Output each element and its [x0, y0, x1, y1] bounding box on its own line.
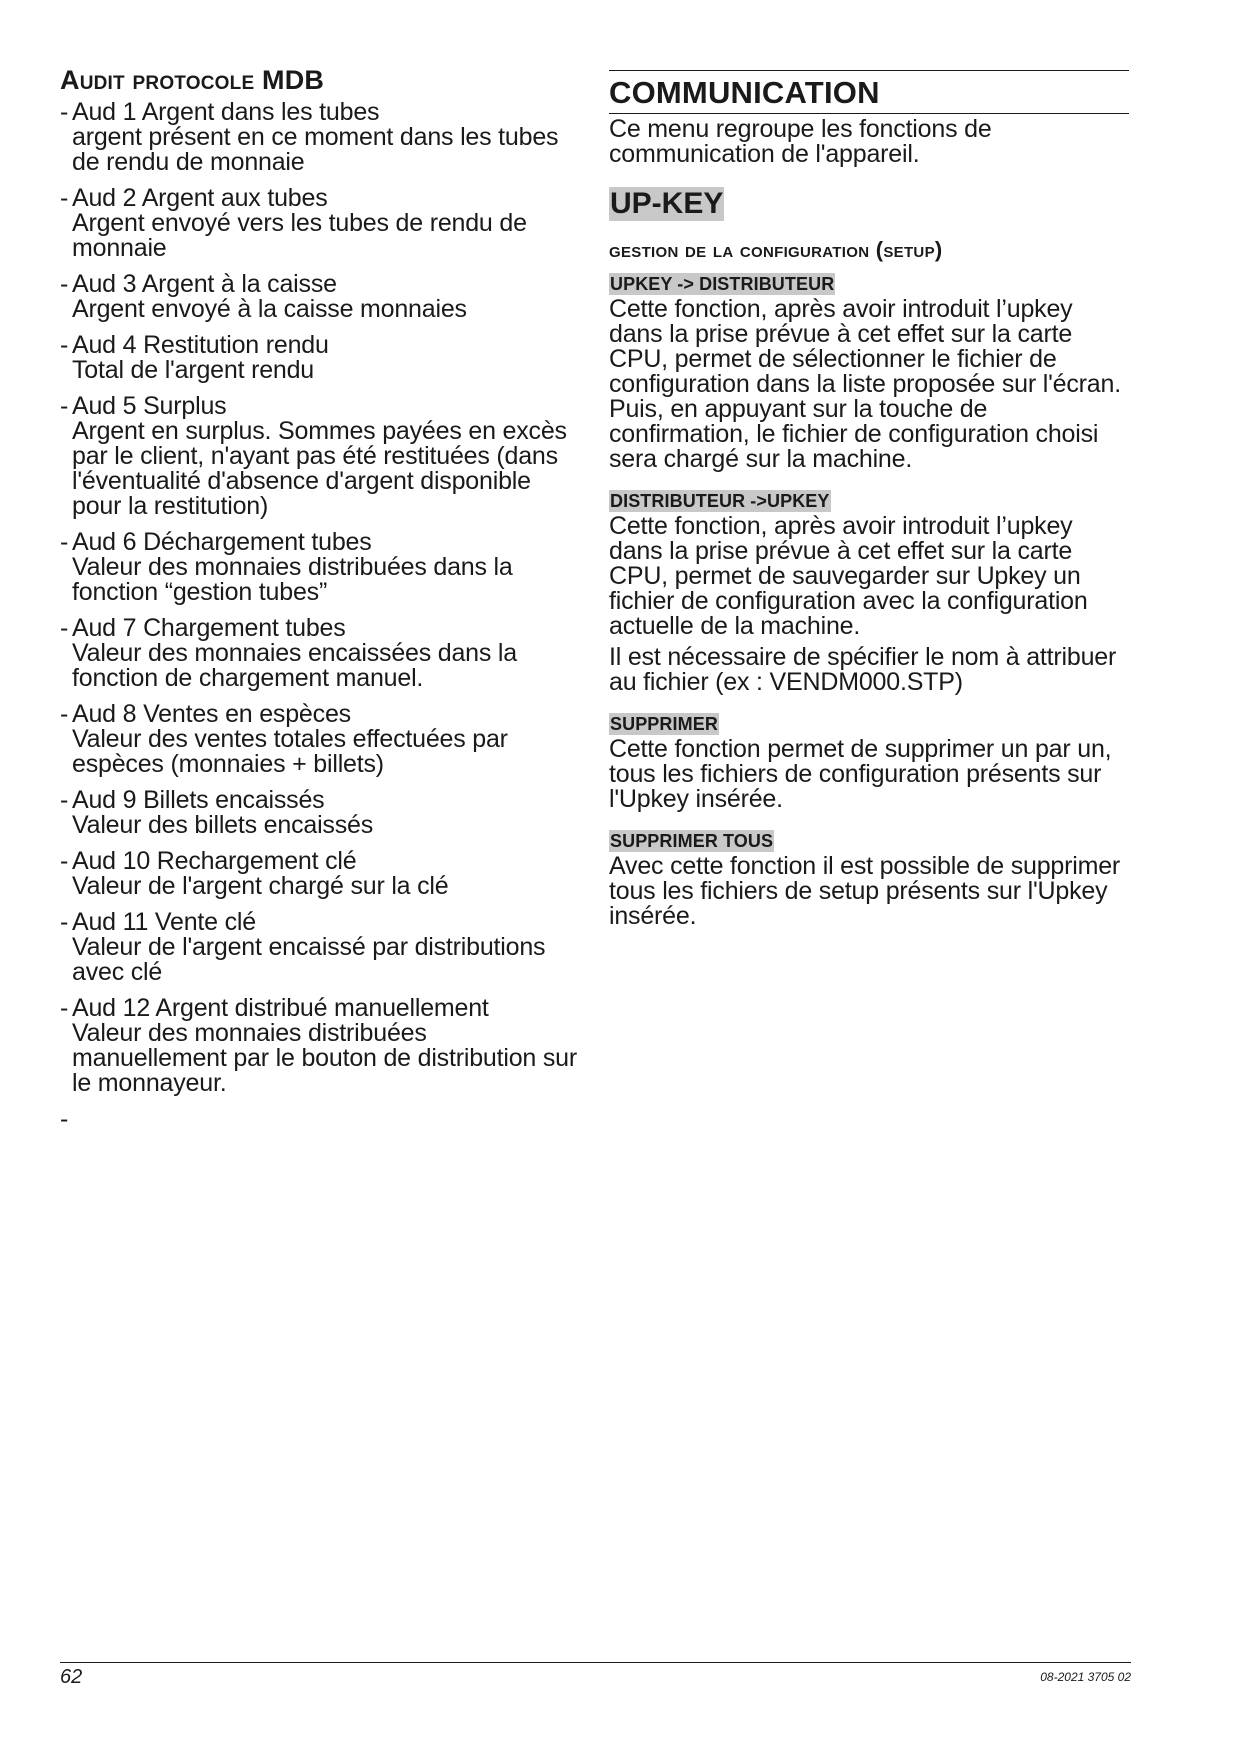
audit-item-title: Aud 9 Billets encaissés — [72, 786, 325, 814]
audit-item-desc: Valeur des monnaies encaissées dans la fonction de chargement manuel. — [72, 639, 517, 692]
subsection-paragraph: Il est nécessaire de spécifier le nom à attribuer au fichier (ex : VENDM000.STP) — [609, 643, 1117, 696]
list-dash: - — [60, 392, 69, 420]
subsection-paragraph: Avec cette fonction il est possible de supprimer tous les fichiers de setup présents sur l'Upkey insérée. — [609, 852, 1121, 930]
list-dash: - — [60, 908, 69, 936]
audit-item — [60, 186, 580, 261]
audit-list — [60, 100, 580, 1096]
audit-item — [60, 788, 580, 838]
audit-item-title: Aud 12 Argent distribué manuellement — [72, 994, 489, 1022]
audit-item — [60, 910, 580, 985]
audit-item-desc: Valeur des billets encaissés — [72, 811, 374, 839]
subsection-supprimer — [609, 703, 1129, 812]
list-dash: - — [60, 98, 69, 126]
subsection-tag: SUPPRIMER TOUS — [610, 831, 774, 851]
audit-item — [60, 394, 580, 519]
audit-item-title: Aud 4 Restitution rendu — [72, 331, 329, 359]
list-dash: - — [60, 700, 69, 728]
list-dash: - — [60, 786, 69, 814]
trailing-dash: - — [60, 1105, 69, 1133]
page-number: 62 — [60, 1666, 83, 1688]
audit-item-desc: argent présent en ce moment dans les tubes de rendu de monnaie — [72, 123, 559, 176]
audit-item-desc: Argent envoyé vers les tubes de rendu de monnaie — [72, 209, 527, 262]
audit-item-desc: Argent envoyé à la caisse monnaies — [72, 295, 467, 323]
audit-item-title: Aud 5 Surplus — [72, 392, 227, 420]
list-dash: - — [60, 331, 69, 359]
audit-item — [60, 333, 580, 383]
list-dash: - — [60, 270, 69, 298]
list-dash: - — [60, 184, 69, 212]
audit-section-title: Audit protocole MDB — [60, 65, 325, 95]
audit-item-title: Aud 3 Argent à la caisse — [72, 270, 337, 298]
audit-item-desc: Valeur des ventes totales effectuées par espèces (monnaies + billets) — [72, 725, 508, 778]
subsection-paragraph: Cette fonction permet de supprimer un par un, tous les fichiers de configuration présents sur l'Upkey insérée. — [609, 735, 1112, 813]
config-management-heading: gestion de la configuration (setup) — [609, 237, 943, 262]
subsection-tag: DISTRIBUTEUR ->UPKEY — [610, 491, 830, 511]
audit-item-title: Aud 2 Argent aux tubes — [72, 184, 328, 212]
audit-item-desc: Valeur de l'argent chargé sur la clé — [72, 872, 449, 900]
subsection-tag: SUPPRIMER — [610, 714, 718, 734]
document-reference: 08-2021 3705 02 — [1040, 1670, 1131, 1684]
audit-item-title: Aud 1 Argent dans les tubes — [72, 98, 380, 126]
audit-item — [60, 616, 580, 691]
left-column — [60, 64, 580, 1132]
audit-item-desc: Argent en surplus. Sommes payées en excès par le client, n'ayant pas été restituées (dans l'éventualité d'absence d'argent disponible pour la restitution) — [72, 417, 567, 520]
audit-item — [60, 530, 580, 605]
subsection-tag: UPKEY -> DISTRIBUTEUR — [610, 274, 835, 294]
footer-divider — [60, 1662, 1131, 1663]
communication-intro: Ce menu regroupe les fonctions de communication de l'appareil. — [609, 115, 992, 168]
audit-item-title: Aud 10 Rechargement clé — [72, 847, 357, 875]
subsection-distributeur-to-upkey — [609, 480, 1129, 695]
audit-item-title: Aud 7 Chargement tubes — [72, 614, 346, 642]
list-dash: - — [60, 994, 69, 1022]
audit-item — [60, 100, 580, 175]
audit-item-desc: Valeur des monnaies distribuées dans la fonction “gestion tubes” — [72, 553, 513, 606]
subsection-paragraph: Cette fonction, après avoir introduit l’upkey dans la prise prévue à cet effet sur la carte CPU, permet de sauvegarder sur Upkey un fichier de configuration avec la configuration actuelle de la machine. — [609, 512, 1088, 640]
audit-item-desc: Total de l'argent rendu — [72, 356, 315, 384]
subsection-supprimer-tous — [609, 820, 1129, 929]
audit-item — [60, 996, 580, 1096]
list-dash: - — [60, 847, 69, 875]
subsection-upkey-to-distributeur — [609, 263, 1129, 472]
audit-item — [60, 702, 580, 777]
communication-section-title: COMMUNICATION — [609, 70, 1129, 114]
audit-item-title: Aud 11 Vente clé — [72, 908, 256, 936]
subsection-paragraph: Cette fonction, après avoir introduit l’upkey dans la prise prévue à cet effet sur la carte CPU, permet de sélectionner le fichier de configuration dans la liste proposée sur l'écran. Puis, en appuyant sur la touche de confirmation, le fichier de configuration choisi sera chargé sur la machine. — [609, 295, 1121, 473]
list-dash: - — [60, 614, 69, 642]
audit-item-desc: Valeur des monnaies distribuées manuellement par le bouton de distribution sur le monnayeur. — [72, 1019, 577, 1097]
audit-item-desc: Valeur de l'argent encaissé par distributions avec clé — [72, 933, 546, 986]
audit-item — [60, 272, 580, 322]
audit-item — [60, 849, 580, 899]
list-dash: - — [60, 528, 69, 556]
right-column — [609, 70, 1129, 929]
audit-item-title: Aud 6 Déchargement tubes — [72, 528, 372, 556]
audit-item-title: Aud 8 Ventes en espèces — [72, 700, 351, 728]
upkey-heading: UP-KEY — [610, 187, 724, 220]
